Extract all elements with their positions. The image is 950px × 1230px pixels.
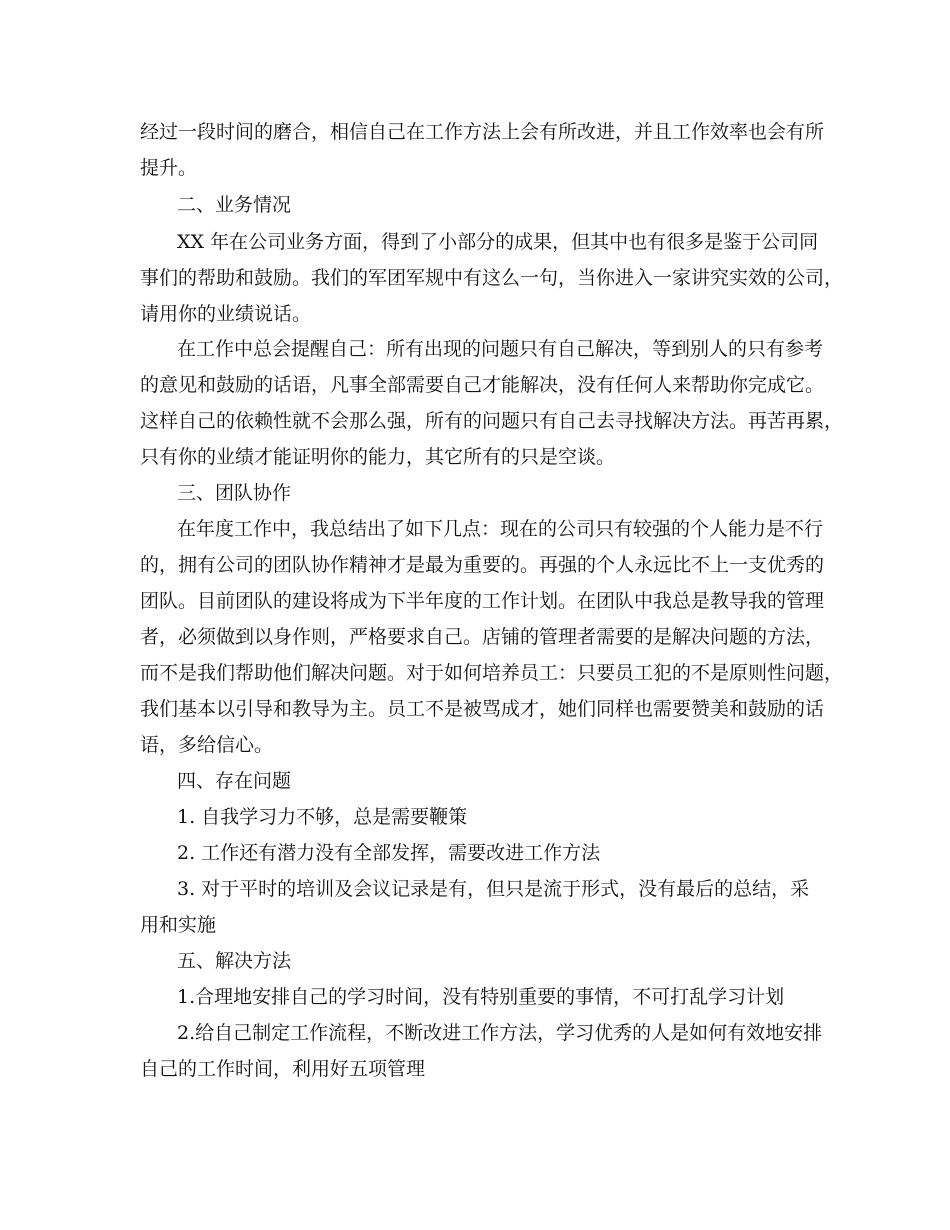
body-line-12: 在年度工作中，我总结出了如下几点：现在的公司只有较强的个人能力是不行 [177, 518, 824, 540]
section-heading-teamwork: 三、团队协作 [177, 482, 292, 504]
section-heading-problems: 四、存在问题 [177, 770, 292, 792]
body-line-8: 的意见和鼓励的话语，凡事全部需要自己才能解决，没有任何人来帮助你完成它。 [140, 374, 825, 396]
body-line-27: 自己的工作时间，利用好五项管理 [140, 1058, 426, 1080]
body-line-17: 我们基本以引导和教导为主。员工不是被骂成才，她们同样也需要赞美和鼓励的话 [140, 698, 825, 720]
section-heading-business: 二、业务情况 [177, 194, 292, 216]
body-line-7: 在工作中总会提醒自己：所有出现的问题只有自己解决，等到别人的只有参考 [177, 338, 824, 360]
body-line-16: 而不是我们帮助他们解决问题。对于如何培养员工：只要员工犯的不是原则性问题， [140, 662, 844, 684]
list-item: 2. 工作还有潜力没有全部发挥，需要改进工作方法 [177, 842, 601, 864]
body-line-1: 经过一段时间的磨合，相信自己在工作方法上会有所改进，并且工作效率也会有所 [140, 121, 825, 143]
body-line-4: XX 年在公司业务方面，得到了小部分的成果，但其中也有很多是鉴于公司同 [177, 231, 819, 253]
list-item: 3. 对于平时的培训及会议记录是有，但只是流于形式，没有最后的总结，采 [177, 878, 810, 900]
body-line-6: 请用你的业绩说话。 [140, 303, 312, 325]
list-item: 2.给自己制定工作流程，不断改进工作方法，学习优秀的人是如何有效地安排 [177, 1022, 823, 1044]
section-heading-solutions: 五、解决方法 [177, 950, 292, 972]
body-line-15: 者，必须做到以身作则，严格要求自己。店铺的管理者需要的是解决问题的方法， [140, 626, 825, 648]
body-line-5: 事们的帮助和鼓励。我们的军团军规中有这么一句，当你进入一家讲究实效的公司， [140, 267, 844, 289]
body-line-2: 提升。 [140, 157, 198, 179]
body-line-10: 只有你的业绩才能证明你的能力，其它所有的只是空谈。 [140, 446, 616, 468]
list-item: 1.合理地安排自己的学习时间，没有特别重要的事情，不可打乱学习计划 [177, 986, 785, 1008]
body-line-9: 这样自己的依赖性就不会那么强，所有的问题只有自己去寻找解决方法。再苦再累， [140, 410, 844, 432]
list-item: 1. 自我学习力不够，总是需要鞭策 [177, 806, 468, 828]
body-line-13: 的，拥有公司的团队协作精神才是最为重要的。再强的个人永远比不上一支优秀的 [140, 554, 825, 576]
body-line-18: 语，多给信心。 [140, 734, 274, 756]
body-line-14: 团队。目前团队的建设将成为下半年度的工作计划。在团队中我总是教导我的管理 [140, 590, 825, 612]
body-line-23: 用和实施 [140, 914, 217, 936]
